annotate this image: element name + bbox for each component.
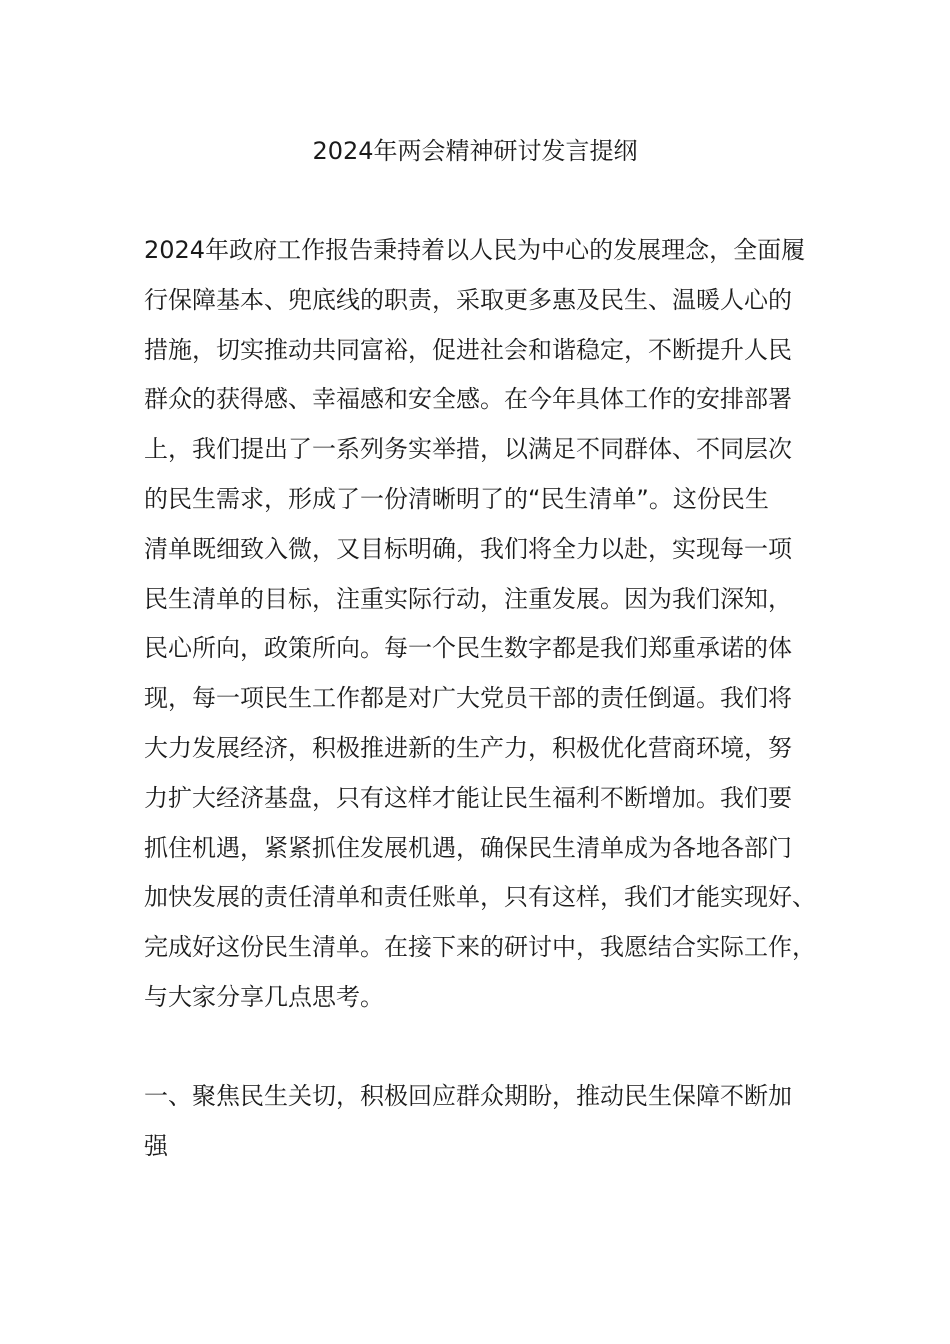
paragraph-line: 力扩大经济基盘，只有这样才能让民生福利不断增加。我们要 — [144, 783, 792, 812]
paragraph-line: 清单既细致入微，又目标明确，我们将全力以赴，实现每一项 — [144, 534, 792, 563]
paragraph-line: 大力发展经济，积极推进新的生产力，积极优化营商环境，努 — [144, 733, 792, 762]
section-heading-line: 强 — [144, 1131, 168, 1160]
paragraph-line: 的民生需求，形成了一份清晰明了的“民生清单”。这份民生 — [144, 484, 769, 513]
paragraph-line: 民心所向，政策所向。每一个民生数字都是我们郑重承诺的体 — [144, 634, 792, 663]
paragraph-line: 民生清单的目标，注重实际行动，注重发展。因为我们深知， — [144, 584, 792, 613]
section-heading — [144, 1072, 834, 1172]
document-title: 2024年两会精神研讨发言提纲 — [312, 137, 638, 165]
paragraph-line: 完成好这份民生清单。在接下来的研讨中，我愿结合实际工作， — [144, 933, 816, 962]
paragraph-line: 群众的获得感、幸福感和安全感。在今年具体工作的安排部署 — [144, 385, 792, 414]
paragraph-line: 2024年政府工作报告秉持着以人民为中心的发展理念，全面履 — [144, 236, 806, 264]
paragraph-line: 与大家分享几点思考。 — [144, 982, 384, 1011]
body-paragraph — [144, 226, 834, 1023]
section-heading-line: 一、聚焦民生关切，积极回应群众期盼，推动民生保障不断加 — [144, 1082, 792, 1110]
paragraph-line: 上，我们提出了一系列务实举措，以满足不同群体、不同层次 — [144, 435, 792, 464]
paragraph-line: 措施，切实推动共同富裕，促进社会和谐稳定，不断提升人民 — [144, 335, 792, 364]
paragraph-line: 加快发展的责任清单和责任账单，只有这样，我们才能实现好、 — [144, 883, 816, 912]
paragraph-line: 抓住机遇，紧紧抓住发展机遇，确保民生清单成为各地各部门 — [144, 833, 792, 862]
paragraph-line: 现，每一项民生工作都是对广大党员干部的责任倒逼。我们将 — [144, 684, 792, 713]
paragraph-line: 行保障基本、兜底线的职责，采取更多惠及民生、温暖人心的 — [144, 285, 792, 314]
